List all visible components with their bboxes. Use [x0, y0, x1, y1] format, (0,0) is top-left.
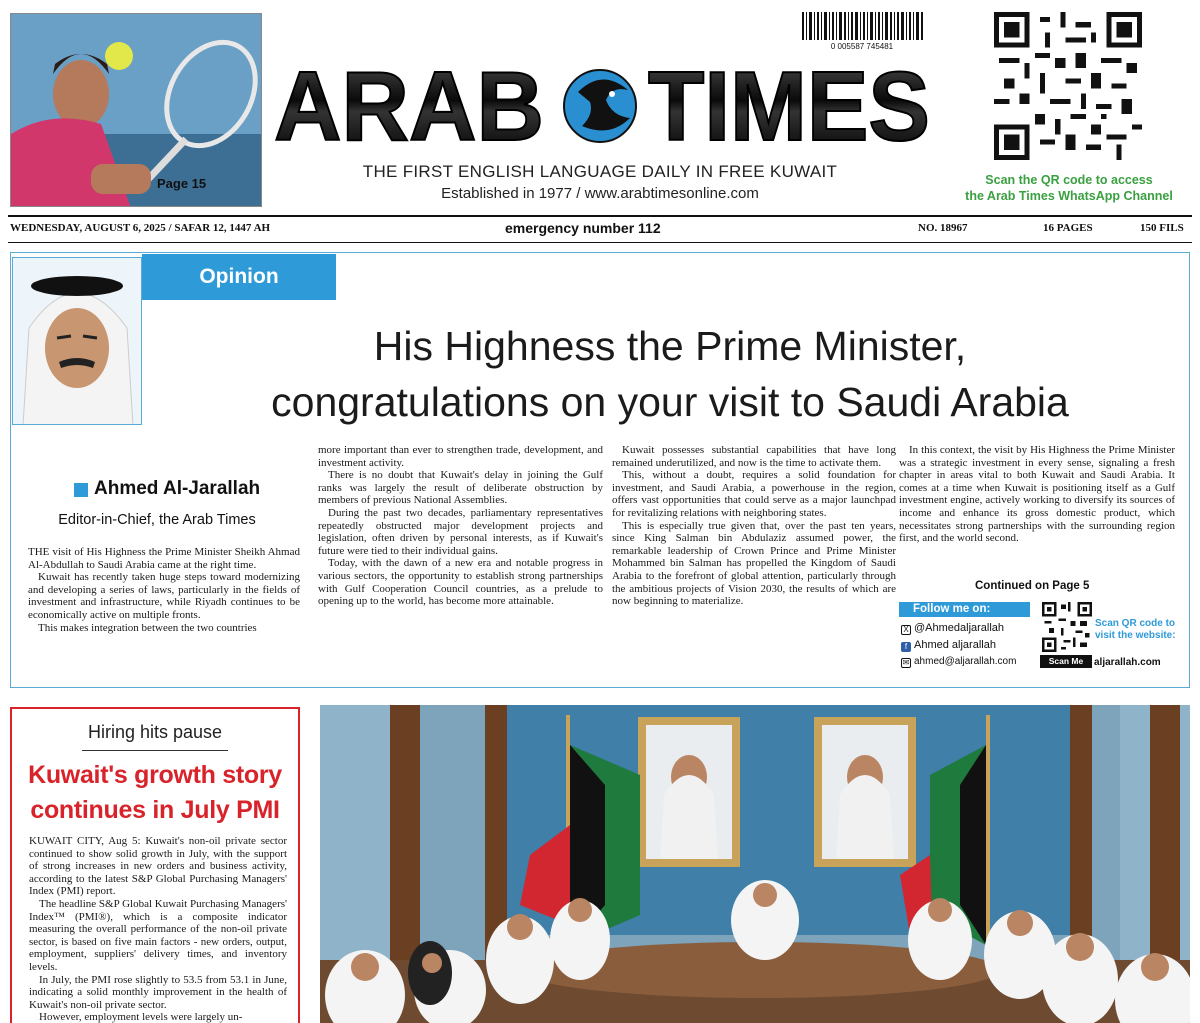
tagline: THE FIRST ENGLISH LANGUAGE DAILY IN FREE KUWAIT: [362, 162, 838, 181]
story-body: [29, 835, 287, 1023]
paragraph: This makes integration between the two countries: [38, 621, 257, 634]
paragraph: more important than ever to strengthen trade, development, and investment activity.: [318, 444, 603, 469]
paragraph: THE visit of His Highness the Prime Minister Sheikh Ahmad Al-Abdullah to Saudi Arabia came at the right time.: [28, 546, 300, 571]
paragraph: In July, the PMI rose slightly to 53.5 from 53.1 in June, indicating a solid monthly improvement in the health of Kuwait's non-oil private sector.: [29, 973, 287, 1011]
emergency-number: emergency number 112: [505, 220, 661, 236]
paragraph: Today, with the dawn of a new era and notable progress in various sectors, the opportunity to establish strong partnerships with Gulf Cooperation Council countries, as a prelude to opening up to the world, has become more attainable.: [318, 557, 603, 608]
opinion-headline-line1: His Highness the Prime Minister,: [373, 323, 967, 369]
opinion-headline[interactable]: [150, 318, 1190, 430]
issue-date: WEDNESDAY, AUGUST 6, 2025 / SAFAR 12, 1447 AH: [10, 222, 271, 234]
author-website-link[interactable]: aljarallah.com: [1094, 657, 1161, 668]
kicker-divider: [82, 750, 228, 751]
story-headline-line2: continues in July PMI: [30, 796, 280, 824]
facebook-icon: f: [901, 642, 911, 652]
teaser-photo-tennis[interactable]: [10, 13, 262, 207]
qr-caption-line1: Scan the QR code to access: [985, 173, 1153, 187]
social-email-address: ahmed@aljarallah.com: [914, 656, 1017, 667]
teaser-page-label: Page 15: [157, 176, 207, 191]
opinion-tag[interactable]: Opinion: [142, 254, 336, 300]
logo-word-arab: ARAB: [274, 56, 544, 152]
qr-caption-line2: the Arab Times WhatsApp Channel: [965, 189, 1173, 203]
website-qr-code[interactable]: [1042, 602, 1092, 652]
arab-times-logo[interactable]: [272, 56, 932, 152]
paragraph: This, without a doubt, requires a solid foundation for investment, and Saudi Arabia, a powerhouse in the region, offers vast opportunities that could serve as a major launchpad for revitalizing relations with neighboring states.: [612, 469, 896, 519]
follow-me-label: Follow me on:: [899, 602, 1030, 617]
paragraph: This is especially true given that, over the past ten years, since King Salman bin Abdulaziz assumed power, the remarkable leadership of Crown Prince and Prime Minister Mohammed bin Salman has propelled the Kingdom of Saudi Arabia to the forefront of global attention, particularly through the ambitious projects of Vision 2030, the results of which are now beginning to materialize.: [612, 519, 896, 608]
issue-price: 150 FILS: [1140, 222, 1184, 234]
tennis-player-image: [11, 14, 262, 207]
social-fb-handle: Ahmed aljarallah: [914, 639, 996, 651]
falcon-globe-icon: [564, 70, 636, 142]
opinion-column-2: [318, 444, 603, 608]
paragraph: In this context, the visit by His Highness the Prime Minister was a strategic investment in every sense, signaling a fresh chapter in areas vital to both Kuwait and Saudi Arabia. It comes at a time when Kuwait is positioning itself as a Gulf investment engine, actively working to diversify its sources of income and enhance its gross domestic product, which necessitates strong partnerships with the surrounding region first, and the world second.: [899, 444, 1175, 545]
opinion-column-3: [612, 444, 896, 608]
whatsapp-qr-code[interactable]: [994, 12, 1142, 160]
story-kicker: Hiring hits pause: [87, 722, 223, 742]
social-x[interactable]: [901, 622, 1004, 635]
paragraph: The headline S&P Global Kuwait Purchasing Managers' Index™ (PMI®), which is a composite indicator measuring the overall performance of the non-oil private sector, is based on five main factors - new orders, output, employment, suppliers' delivery times, and inventory levels.: [29, 897, 287, 973]
paragraph: There is no doubt that Kuwait's delay in joining the Gulf ranks was largely the result of deliberate obstruction by members of previous National Assemblies.: [318, 469, 603, 507]
opinion-headline-line2: congratulations on your visit to Saudi Arabia: [271, 379, 1069, 425]
x-icon: X: [901, 625, 911, 635]
paragraph: KUWAIT CITY, Aug 5: Kuwait's non-oil private sector continued to show solid growth in July, with the support of strong increases in new orders and business activity, according to the latest S&P Global Purchasing Managers' Index (PMI) report.: [29, 835, 287, 898]
social-facebook[interactable]: [901, 639, 996, 652]
issue-number: NO. 18967: [918, 222, 968, 234]
story-headline-line1: Kuwait's growth story: [28, 761, 282, 789]
paragraph: During the past two decades, parliamentary representatives repeatedly obstructed major development projects and legislation, often driven by personal interests, as if Kuwait's future were tied to their individual gains.: [318, 506, 603, 557]
logo-word-times: TIMES: [648, 56, 930, 152]
established-line[interactable]: Established in 1977 / www.arabtimesonline.com: [441, 185, 759, 202]
paragraph: However, employment levels were largely un-: [39, 1011, 243, 1023]
author-name-text: Ahmed Al-Jarallah: [94, 478, 261, 499]
author-portrait-image: [13, 258, 142, 425]
story-headline[interactable]: [10, 758, 300, 828]
author-name: [74, 478, 260, 500]
author-title: Editor-in-Chief, the Arab Times: [58, 512, 256, 528]
social-email[interactable]: [901, 656, 1016, 668]
barcode-number: 0 005587 745481: [830, 42, 894, 50]
paragraph: Kuwait possesses substantial capabilities that have long remained underutilized, and now is the time to activate them.: [612, 444, 896, 469]
opinion-column-4: [899, 444, 1175, 545]
paragraph: Kuwait has recently taken huge steps toward modernizing and developing a series of laws, particularly in the fields of investment and infrastructure, while Riyadh continues to be economically active on multiple fronts.: [28, 571, 300, 621]
barcode-icon: [800, 12, 925, 50]
mail-icon: ✉: [902, 658, 910, 667]
social-x-handle: @Ahmedaljarallah: [914, 622, 1005, 634]
scan-me-label: Scan Me: [1040, 655, 1092, 668]
page-count: 16 PAGES: [1043, 222, 1093, 234]
author-photo: [12, 257, 142, 425]
continued-link[interactable]: Continued on Page 5: [975, 580, 1090, 592]
cabinet-meeting-image: [320, 705, 1190, 1023]
cabinet-meeting-photo[interactable]: [320, 705, 1190, 1023]
dateline-bar: [8, 215, 1192, 243]
website-qr-caption: Scan QR code to visit the website:: [1095, 618, 1176, 641]
qr-caption: [935, 172, 1200, 204]
opinion-column-1: [28, 546, 300, 634]
